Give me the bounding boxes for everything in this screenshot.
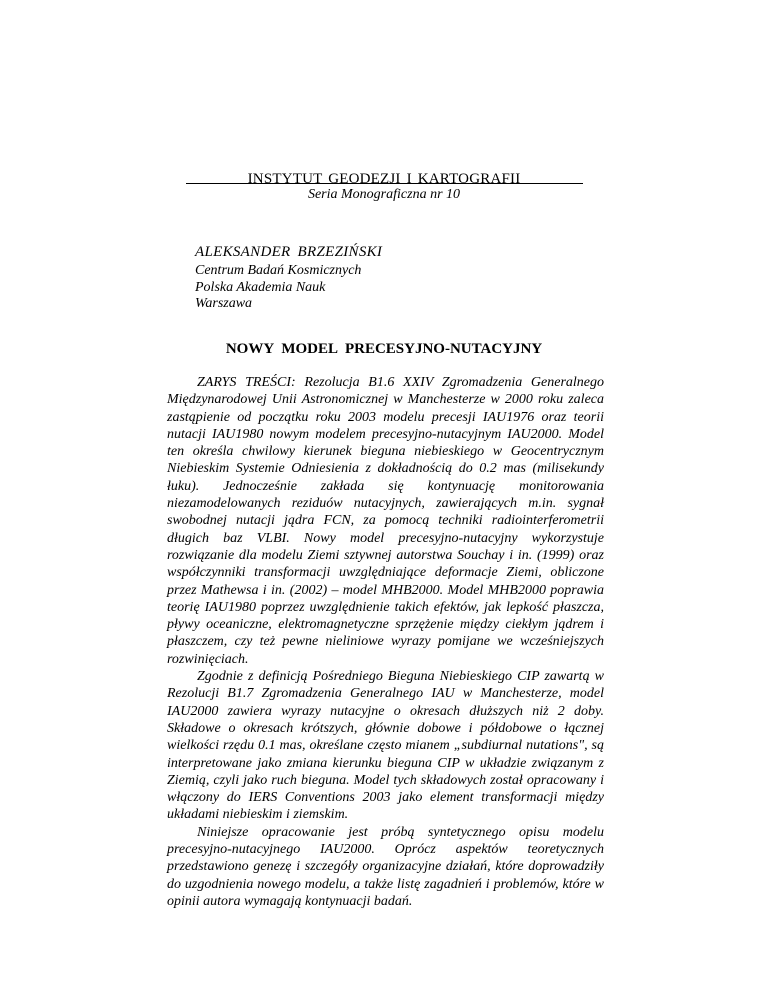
abstract-paragraph: Zgodnie z definicją Pośredniego Bieguna Niebieskiego CIP zawartą w Rezolucji B1.7 Zgromadzenia Generalnego IAU w Manchesterze, model IAU2000 zawiera wyrazy nutacyjne o okresach dłuższych niż 2 doby. Składowe o okresach krótszych, głównie dobowe i półdobowe o łącznej wielkości rzędu 0.1 mas, określane często mianem „subdiurnal nutations", są interpretowane jako zmiana kierunku bieguna CIP w układzie związanym z Ziemią, czyli jako ruch bieguna. Model tych składowych został opracowany i włączony do IERS Conventions 2003 jako element transformacji między układami niebieskim i ziemskim. [167, 669, 604, 823]
abstract-paragraph: Niniejsze opracowanie jest próbą syntetycznego opisu modelu precesyjno-nutacyjnego IAU2000. Oprócz aspektów teoretycznych przedstawiono genezę i szczegóły organizacyjne działań, które doprowadziły do uzgodnienia nowego modelu, a także listę zagadnień i problemów, które w opinii autora wymagają kontynuacji badań. [167, 824, 604, 909]
abstract [167, 374, 604, 910]
author-block [195, 243, 382, 313]
header-rule [186, 183, 583, 184]
document-title: NOWY MODEL PRECESYJNO-NUTACYJNY [225, 341, 543, 357]
affiliation-institution: Centrum Badań Kosmicznych [195, 263, 362, 278]
affiliation-academy: Polska Akademia Nauk [195, 279, 326, 295]
author-name: ALEKSANDER BRZEZIŃSKI [195, 244, 383, 260]
institute-name: INSTYTUT GEODEZJI I KARTOGRAFII [247, 171, 521, 187]
abstract-paragraph: ZARYS TREŚCI: Rezolucja B1.6 XXIV Zgromadzenia Generalnego Międzynarodowej Unii Astronomicznej w Manchesterze w 2000 roku zaleca zastąpienie od początku roku 2003 modelu precesji IAU1976 oraz teorii nutacji IAU1980 nowym modelem precesyjno-nutacyjnym IAU2000. Model ten określa chwilowy kierunek bieguna niebieskiego w Geocentrycznym Niebieskim Systemie Odniesienia z dokładnością do 0.2 mas (milisekundy łuku). Jednocześnie zakłada się kontynuację monitorowania niezamodelowanych reziduów nutacyjnych, zawierających m.in. sygnał swobodnej nutacji jądra FCN, za pomocą techniki radiointerferometrii długich baz VLBI. Nowy model precesyjno-nutacyjny wykorzystuje rozwiązanie dla modelu Ziemi sztywnej autorstwa Souchay i in. (1999) oraz współczynniki transformacji uwzględniające deformacje Ziemi, obliczone przez Mathewsa i in. (2002) – model MHB2000. Model MHB2000 poprawia teorię IAU1980 poprzez uwzględnienie takich efektów, jak lepkość płaszcza, pływy oceaniczne, elektromagnetyczne sprzężenie między ciekłym jądrem i płaszczem, czy też pewne nieliniowe wyrazy pomijane we wcześniejszych rozwinięciach. [167, 375, 604, 667]
series-label: Seria Monograficzna nr 10 [307, 187, 461, 202]
affiliation-city: Warszawa [195, 296, 253, 311]
